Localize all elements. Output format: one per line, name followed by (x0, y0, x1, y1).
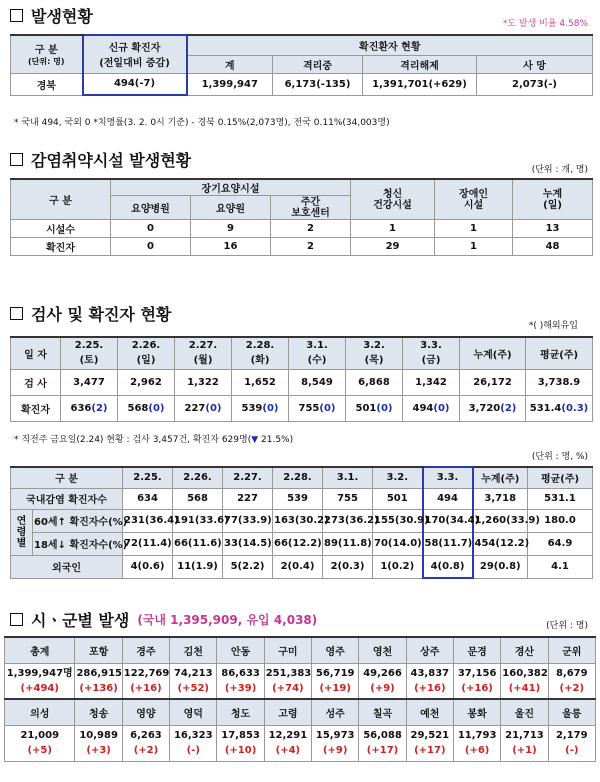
city-subtitle: (국내 1,395,909, 유입 4,038) (137, 613, 318, 627)
city-delta: (+136) (79, 682, 118, 694)
city-total: 29,521 (410, 730, 450, 741)
city-total: 15,973 (315, 730, 355, 741)
test-count: 3,477 (61, 369, 118, 395)
header-average: 평균(주) (528, 467, 593, 488)
overseas-number: (0) (376, 402, 393, 414)
foreign-value: 4.1 (528, 555, 593, 578)
new-cases-value: 494(-7) (83, 73, 187, 95)
foreign-value: 4(0.8) (423, 555, 473, 578)
vulnerable-facility-table (10, 178, 593, 256)
date-label: 2.28. (245, 340, 275, 352)
city-delta: (+39) (224, 682, 257, 694)
header-disabled-facility: 장애인 시설 (435, 179, 513, 220)
confirmed-number: 636 (70, 402, 92, 414)
city-delta: (+16) (414, 682, 446, 694)
confirmed-count (118, 395, 175, 421)
test-count: 6,868 (346, 369, 403, 395)
header-date-2 (175, 337, 232, 369)
city-name: 청송 (75, 699, 122, 725)
foreign-value: 2(0.4) (273, 555, 323, 578)
domestic-value: 755 (323, 488, 373, 509)
domestic-value: 568 (173, 488, 223, 509)
confirmed-count (460, 395, 526, 421)
age-table (10, 466, 593, 579)
test-count: 3,738.9 (526, 369, 593, 395)
header-cumulative: 누계(주) (460, 337, 526, 369)
city-delta: (+2) (133, 745, 159, 756)
domestic-value: 539 (273, 488, 323, 509)
prev-week-footnote: * 직전주 금요일(2.24) 현황 : 검사 3,457건, 확진자 629명(▼ 21.5%) (14, 435, 294, 445)
city-value (122, 663, 169, 699)
city-value (122, 725, 169, 761)
city-delta: (+9) (322, 745, 348, 756)
under18-value: 454(12.2) (473, 532, 528, 555)
header-gubun: 구 분 (11, 467, 123, 488)
under18-value: 33(14.5) (223, 532, 273, 555)
confirmed-count (232, 395, 289, 421)
confirmed-count (61, 395, 118, 421)
city-value (548, 725, 595, 761)
confirmed-number: 501 (355, 402, 377, 414)
row-label-over60: 60세↑ 확진자수(%) (33, 509, 123, 532)
test-count: 2,962 (118, 369, 175, 395)
city-delta: (+2) (559, 682, 585, 694)
test-count: 8,549 (289, 369, 346, 395)
city-delta: (+41) (508, 682, 541, 694)
city-total: 286,915 (76, 667, 123, 679)
header-date-4 (289, 337, 346, 369)
city-total: 6,263 (130, 730, 162, 741)
date-label: 3.2. (363, 340, 385, 352)
down-arrow-icon: ▼ (251, 435, 259, 445)
row-label-confirmed: 확진자 (11, 395, 61, 421)
header-cumulative: 누계 (일) (513, 179, 593, 220)
overseas-number: (0) (319, 402, 336, 414)
unit-note-age: (단위 : 명, %) (531, 452, 588, 462)
city-total: 56,088 (363, 730, 402, 741)
city-value (501, 725, 548, 761)
overseas-number: (0) (205, 402, 222, 414)
city-delta: (+74) (272, 682, 304, 694)
weekday-label: (수) (307, 355, 327, 367)
city-name: 영천 (359, 637, 406, 663)
header-youth-facility: 청신 건강시설 (351, 179, 435, 220)
city-name: 의성 (5, 699, 75, 725)
header-date-4: 3.1. (323, 467, 373, 488)
header-date-3 (232, 337, 289, 369)
city-total: 122,769 (123, 667, 170, 679)
over60-value: 180.0 (528, 509, 593, 532)
domestic-value: 634 (123, 488, 173, 509)
city-delta: (+3) (86, 745, 111, 756)
header-hospital: 요양병원 (111, 196, 191, 220)
row-label-age: 연령별 (11, 509, 33, 555)
city-delta: (+10) (224, 745, 257, 756)
over60-value: 77(33.9) (223, 509, 273, 532)
city-total: 49,266 (363, 667, 402, 679)
city-value (217, 663, 264, 699)
city-table (4, 636, 596, 762)
date-label: 3.1. (306, 340, 328, 352)
row-label-domestic: 국내감염 확진자수 (11, 488, 123, 509)
over60-value: 231(36.4) (123, 509, 173, 532)
city-delta: (+6) (464, 745, 490, 756)
city-name: 김천 (170, 637, 217, 663)
tests-table (10, 336, 593, 422)
domestic-value: 494 (423, 488, 473, 509)
overseas-number: (0.3) (561, 402, 589, 414)
city-value (453, 725, 500, 761)
city-value (406, 725, 453, 761)
under18-value: 66(12.2) (273, 532, 323, 555)
confirmed-count (403, 395, 460, 421)
city-delta: (+1) (512, 745, 537, 756)
city-delta: (+19) (319, 682, 351, 694)
under18-value: 58(11.7) (423, 532, 473, 555)
header-cumulative: 누계(주) (473, 467, 528, 488)
city-delta: (+5) (27, 745, 52, 756)
date-label: 2.27. (188, 340, 218, 352)
city-name: 칠곡 (359, 699, 406, 725)
header-nursing-home: 요양원 (191, 196, 271, 220)
weekday-label: (금) (421, 355, 441, 367)
release-value: 1,391,701(+629) (363, 73, 477, 95)
date-label: 2.26. (131, 340, 161, 352)
row-label-tests: 검 사 (11, 369, 61, 395)
city-total: 17,853 (221, 730, 260, 741)
city-value (453, 663, 500, 699)
header-daycare: 주간 보호센터 (271, 196, 351, 220)
foreign-value: 1(0.2) (373, 555, 423, 578)
city-value (312, 725, 359, 761)
test-count: 1,652 (232, 369, 289, 395)
checkbox-square-icon (10, 613, 23, 626)
over60-value: 273(36.2) (323, 509, 373, 532)
weekday-label: (월) (193, 355, 213, 367)
city-delta: (+4) (275, 745, 301, 756)
city-name: 예천 (406, 699, 453, 725)
domestic-value: 227 (223, 488, 273, 509)
city-name: 영주 (312, 637, 359, 663)
section-title-city: 시ㆍ군별 발생 (국내 1,395,909, 유입 4,038) (10, 608, 317, 631)
header-isolation: 격리중 (273, 55, 363, 73)
city-value (501, 663, 548, 699)
city-value (359, 725, 406, 761)
confirmed-number: 568 (127, 402, 149, 414)
city-total: 251,383 (265, 667, 312, 679)
table-row: 시설수 0 9 2 1 1 13 (11, 220, 593, 238)
under18-value: 72(11.4) (123, 532, 173, 555)
city-value (5, 663, 75, 699)
city-total: 37,156 (457, 667, 497, 679)
fatality-footnote: * 국내 494, 국외 0 *치명률(3. 2. 0시 기준) - 경북 0.15%(2,073명), 전국 0.11%(34,003명) (14, 118, 390, 128)
under18-value: 64.9 (528, 532, 593, 555)
header-date-6 (403, 337, 460, 369)
city-value (5, 725, 75, 761)
foreign-value: 29(0.8) (473, 555, 528, 578)
total-value: 1,399,947 (187, 73, 273, 95)
city-total: 86,633 (221, 667, 260, 679)
confirmed-count (346, 395, 403, 421)
city-value (170, 725, 217, 761)
overseas-note: *( )해외유입 (528, 321, 578, 331)
city-delta: (-) (186, 745, 200, 756)
header-gubun: 구 분 (단위: 명) (11, 35, 83, 73)
header-date-5: 3.2. (373, 467, 423, 488)
header-release: 격리해제 (363, 55, 477, 73)
city-delta: (+494) (20, 682, 59, 694)
row-label-under18: 18세↓ 확진자수(%) (33, 532, 123, 555)
foreign-value: 4(0.6) (123, 555, 173, 578)
city-delta: (+17) (414, 745, 446, 756)
city-value (170, 663, 217, 699)
city-total: 2,179 (555, 730, 588, 741)
over60-value: 170(34.4) (423, 509, 473, 532)
domestic-value: 3,718 (473, 488, 528, 509)
header-date-6: 3.3. (423, 467, 473, 488)
isolation-value: 6,173(-135) (273, 73, 363, 95)
row-label-gyeongbuk: 경북 (11, 73, 83, 95)
test-count: 1,322 (175, 369, 232, 395)
city-name: 구미 (264, 637, 311, 663)
confirmed-number: 539 (241, 402, 263, 414)
city-name: 군위 (548, 637, 595, 663)
city-delta: (+17) (366, 745, 399, 756)
header-status: 확진환자 현황 (187, 35, 593, 55)
city-total: 16,323 (173, 730, 213, 741)
city-name: 문경 (453, 637, 500, 663)
city-name: 울릉 (548, 699, 595, 725)
city-name: 청도 (217, 699, 264, 725)
city-value (406, 663, 453, 699)
under18-value: 89(11.8) (323, 532, 373, 555)
weekday-label: (토) (79, 355, 99, 367)
test-count: 26,172 (460, 369, 526, 395)
confirmed-count (289, 395, 346, 421)
city-total: 1,399,947명 (6, 667, 73, 679)
city-name: 고령 (264, 699, 311, 725)
header-date-1 (118, 337, 175, 369)
confirmed-number: 3,720 (468, 402, 501, 414)
header-date-5 (346, 337, 403, 369)
city-value (312, 663, 359, 699)
weekday-label: (화) (250, 355, 270, 367)
over60-value: 155(30.9) (373, 509, 423, 532)
row-label-foreign: 외국인 (11, 555, 123, 578)
city-delta: (+9) (370, 682, 395, 694)
foreign-value: 11(1.9) (173, 555, 223, 578)
city-total: 11,793 (457, 730, 497, 741)
header-date-0: 2.25. (123, 467, 173, 488)
test-count: 1,342 (403, 369, 460, 395)
city-value (217, 725, 264, 761)
confirmed-count (526, 395, 593, 421)
province-rate-note: *도 발생 비율 4.58% (502, 19, 588, 29)
city-delta: (-) (565, 745, 579, 756)
city-total: 21,713 (505, 730, 544, 741)
over60-value: 1,260(33.9) (473, 509, 528, 532)
unit-note-facility: (단위 : 개, 명) (531, 165, 588, 175)
under18-value: 66(11.6) (173, 532, 223, 555)
occurrence-table (10, 34, 593, 96)
date-label: 2.25. (74, 340, 104, 352)
city-name: 포항 (75, 637, 122, 663)
city-value (264, 663, 311, 699)
header-new-cases: 신규 확진자 (전일대비 증감) (83, 35, 187, 73)
city-name: 봉화 (453, 699, 500, 725)
checkbox-square-icon (10, 307, 23, 320)
header-longterm: 장기요양시설 (111, 179, 351, 196)
city-value (359, 663, 406, 699)
city-name: 울진 (501, 699, 548, 725)
overseas-number: (0) (148, 402, 165, 414)
table-row: 확진자 0 16 2 29 1 48 (11, 238, 593, 256)
confirmed-number: 494 (412, 402, 434, 414)
city-total: 43,837 (410, 667, 450, 679)
city-name: 경주 (122, 637, 169, 663)
city-value (75, 663, 122, 699)
overseas-number: (0) (262, 402, 279, 414)
city-value (264, 725, 311, 761)
city-name: 상주 (406, 637, 453, 663)
city-delta: (+52) (177, 682, 209, 694)
header-date-3: 2.28. (273, 467, 323, 488)
city-total: 74,213 (173, 667, 213, 679)
date-label: 3.3. (420, 340, 442, 352)
confirmed-number: 227 (184, 402, 206, 414)
confirmed-number: 531.4 (529, 402, 562, 414)
header-date: 일 자 (11, 337, 61, 369)
city-delta: (+16) (461, 682, 493, 694)
overseas-number: (2) (500, 402, 517, 414)
overseas-number: (2) (91, 402, 108, 414)
city-name: 총계 (5, 637, 75, 663)
city-name: 성주 (312, 699, 359, 725)
death-value: 2,073(-) (477, 73, 593, 95)
confirmed-count (175, 395, 232, 421)
weekday-label: (목) (364, 355, 384, 367)
section-title-occurrence: 발생현황 (10, 4, 93, 27)
weekday-label: (일) (136, 355, 156, 367)
domestic-value: 531.1 (528, 488, 593, 509)
city-delta: (+16) (130, 682, 162, 694)
city-total: 10,989 (79, 730, 118, 741)
city-total: 12,291 (268, 730, 308, 741)
header-total: 계 (187, 55, 273, 73)
city-value (548, 663, 595, 699)
header-average: 평균(주) (526, 337, 593, 369)
overseas-number: (0) (433, 402, 450, 414)
over60-value: 191(33.6) (173, 509, 223, 532)
city-total: 21,009 (20, 730, 60, 741)
section-title-vulnerable: 감염취약시설 발생현황 (10, 148, 191, 171)
header-date-2: 2.27. (223, 467, 273, 488)
header-gubun: 구 분 (11, 179, 111, 220)
under18-value: 70(14.0) (373, 532, 423, 555)
city-total: 8,679 (555, 667, 588, 679)
city-name: 영덕 (170, 699, 217, 725)
header-death: 사 망 (477, 55, 593, 73)
checkbox-square-icon (10, 9, 23, 22)
checkbox-square-icon (10, 153, 23, 166)
foreign-value: 2(0.3) (323, 555, 373, 578)
city-total: 56,719 (315, 667, 355, 679)
foreign-value: 5(2.2) (223, 555, 273, 578)
city-name: 경산 (501, 637, 548, 663)
city-name: 안동 (217, 637, 264, 663)
header-date-0 (61, 337, 118, 369)
header-date-1: 2.26. (173, 467, 223, 488)
over60-value: 163(30.2) (273, 509, 323, 532)
city-total: 160,382 (502, 667, 548, 679)
confirmed-number: 755 (298, 402, 320, 414)
section-title-tests: 검사 및 확진자 현황 (10, 302, 171, 325)
city-value (75, 725, 122, 761)
domestic-value: 501 (373, 488, 423, 509)
city-name: 영양 (122, 699, 169, 725)
unit-note-city: (단위 : 명) (546, 621, 588, 631)
